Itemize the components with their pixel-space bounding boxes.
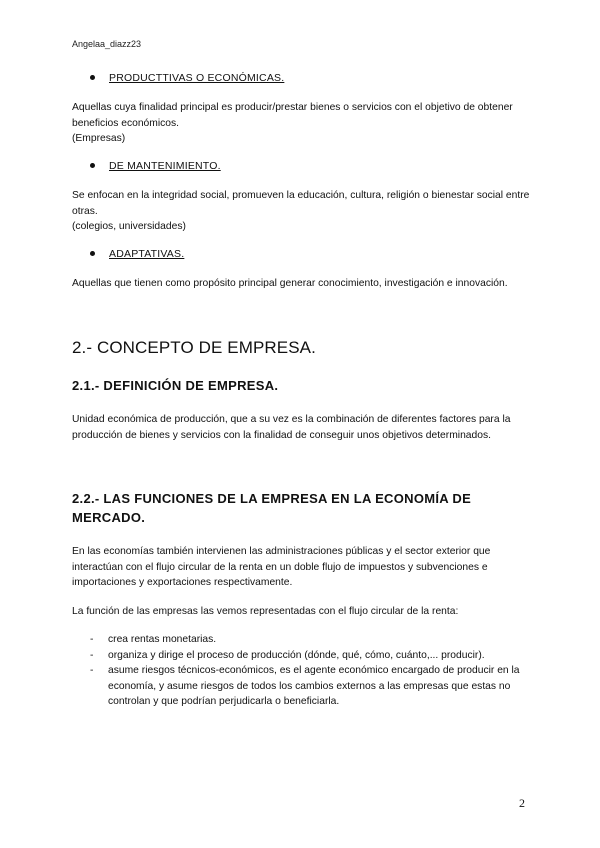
definicion-text: Unidad económica de producción, que a su vez es la combinación de diferentes factores para la producción de bienes y servicios con la finalidad de conseguir unos objetivos determinados. xyxy=(72,414,511,441)
bullet-productivas xyxy=(90,72,284,84)
description-adaptativas xyxy=(72,276,532,292)
bullet-dot-icon xyxy=(90,163,95,168)
example-text: (colegios, universidades) xyxy=(72,221,186,232)
funciones-text-1: En las economías también intervienen las administraciones públicas y el sector exterior que interactúan con el flujo circular de la renta en un doble flujo de impuestos y subvenciones e importaciones y exportaciones respectivamente. xyxy=(72,546,491,588)
description-text: Se enfocan en la integridad social, promueven la educación, cultura, religión o bienestar social entre otras. xyxy=(72,190,530,217)
bullet-label: ADAPTATIVAS. xyxy=(109,248,185,260)
description-text: Aquellas cuya finalidad principal es producir/prestar bienes o servicios con el objetivo de obtener beneficios económicos. xyxy=(72,102,513,129)
list-item-text: asume riesgos técnicos-económicos, es el agente económico encargado de producir en la economía, y asume riesgos de todos los cambios externos a las empresas que estas no controlan y que podrían perjudicarla o beneficiarla. xyxy=(108,665,520,707)
list-item xyxy=(72,663,532,710)
dash-marker: - xyxy=(90,665,94,676)
header-author: Angelaa_diazz23 xyxy=(72,39,142,49)
list-item xyxy=(72,648,532,664)
section-title: 2.- CONCEPTO DE EMPRESA. xyxy=(72,338,316,357)
bullet-dot-icon xyxy=(90,75,95,80)
subsection-title-definicion: 2.1.- DEFINICIÓN DE EMPRESA. xyxy=(72,378,279,393)
dash-marker: - xyxy=(90,649,94,661)
subsection-title-funciones: 2.2.- LAS FUNCIONES DE LA EMPRESA EN LA ECONOMÍA DE MERCADO. xyxy=(72,491,472,525)
dash-marker: - xyxy=(90,634,94,645)
list-item-text: organiza y dirige el proceso de producción (dónde, qué, cómo, cuánto,... producir). xyxy=(108,649,485,661)
bullet-dot-icon xyxy=(90,251,95,256)
bullet-label: PRODUCTTIVAS O ECONÓMICAS. xyxy=(109,72,285,84)
funciones-text-2: La función de las empresas las vemos representadas con el flujo circular de la renta: xyxy=(72,606,459,617)
bullet-label: DE MANTENIMIENTO. xyxy=(109,160,221,172)
bullet-mantenimiento xyxy=(90,160,221,172)
funciones-list xyxy=(72,632,532,710)
description-productivas xyxy=(72,100,532,147)
bullet-adaptativas xyxy=(90,248,184,260)
description-text: Aquellas que tienen como propósito principal generar conocimiento, investigación e innovación. xyxy=(72,278,508,289)
list-item-text: crea rentas monetarias. xyxy=(108,634,217,645)
list-item xyxy=(72,632,532,648)
page-number: 2 xyxy=(519,796,525,810)
example-text: (Empresas) xyxy=(72,133,126,144)
description-mantenimiento xyxy=(72,188,532,235)
